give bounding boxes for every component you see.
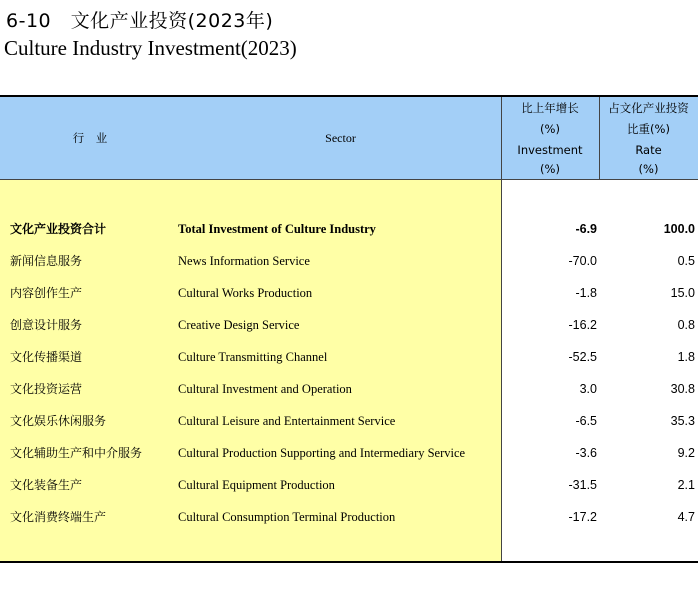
row-name-en: Culture Transmitting Channel	[178, 350, 328, 364]
row-name-cn: 文化传播渠道	[10, 350, 83, 364]
row-share: 30.8	[670, 382, 695, 396]
row-name-cn: 文化辅助生产和中介服务	[10, 446, 143, 460]
row-name-cn: 文化装备生产	[10, 478, 83, 492]
table-row	[0, 405, 698, 437]
row-share: 4.7	[677, 510, 695, 524]
row-name-en: Cultural Equipment Production	[178, 478, 335, 492]
header-share-en: Rate	[635, 143, 662, 157]
page-title-en: Culture Industry Investment(2023)	[4, 36, 297, 60]
row-share: 9.2	[677, 446, 695, 460]
row-name-en: Total Investment of Culture Industry	[178, 222, 376, 236]
row-name-en: Cultural Production Supporting and Intermediary Service	[178, 446, 466, 460]
header-sector-en: Sector	[325, 131, 356, 145]
table-row	[0, 277, 698, 309]
table-bottom-rule	[0, 561, 698, 563]
header-growth-unit: (%)	[540, 122, 560, 136]
row-name-cn: 创意设计服务	[10, 318, 83, 332]
header-share-unit-cn: 比重(%)	[627, 122, 670, 136]
row-share: 2.1	[677, 478, 695, 492]
investment-table	[0, 95, 698, 564]
row-growth: -31.5	[568, 478, 597, 492]
table-row	[0, 501, 698, 533]
row-growth: -1.8	[575, 286, 597, 300]
row-growth: -70.0	[568, 254, 597, 268]
row-growth: -16.2	[568, 318, 597, 332]
row-name-en: Cultural Investment and Operation	[178, 382, 352, 396]
row-growth: -6.5	[575, 414, 597, 428]
table-row	[0, 373, 698, 405]
row-share: 1.8	[677, 350, 695, 364]
row-growth: 3.0	[579, 382, 597, 396]
header-growth-en: Investment	[517, 143, 583, 157]
header-share-cn: 占文化产业投资	[608, 101, 689, 115]
page-title-cn: 6-10 文化产业投资(2023年)	[6, 10, 274, 32]
table-row	[0, 437, 698, 469]
table-row	[0, 469, 698, 501]
row-name-cn: 文化消费终端生产	[10, 510, 107, 524]
row-name-cn: 文化娱乐休闲服务	[10, 414, 107, 428]
row-growth: -52.5	[568, 350, 597, 364]
header-industry-cn: 行 业	[72, 131, 108, 145]
row-name-en: Cultural Leisure and Entertainment Service	[178, 414, 396, 428]
row-name-en: Creative Design Service	[178, 318, 300, 332]
row-share: 15.0	[670, 286, 695, 300]
row-share: 0.8	[677, 318, 695, 332]
row-growth: -17.2	[568, 510, 597, 524]
row-name-cn: 文化产业投资合计	[10, 222, 107, 236]
row-name-cn: 文化投资运营	[10, 382, 83, 396]
row-name-cn: 内容创作生产	[10, 286, 83, 300]
table-row	[0, 245, 698, 277]
row-share: 100.0	[663, 222, 695, 236]
row-share: 0.5	[677, 254, 695, 268]
row-name-en: Cultural Consumption Terminal Production	[178, 510, 396, 524]
row-name-en: News Information Service	[178, 254, 310, 268]
row-name-cn: 新闻信息服务	[10, 254, 83, 268]
row-growth: -6.9	[575, 222, 597, 236]
header-growth-cn: 比上年增长	[521, 101, 579, 115]
table-row	[0, 309, 698, 341]
header-growth-unit-en: (%)	[540, 162, 560, 176]
row-name-en: Cultural Works Production	[178, 286, 313, 300]
table-header	[0, 97, 698, 179]
table-row-total	[0, 213, 698, 245]
table-row	[0, 341, 698, 373]
row-growth: -3.6	[575, 446, 597, 460]
row-share: 35.3	[670, 414, 695, 428]
header-share-unit-en: (%)	[638, 162, 659, 176]
